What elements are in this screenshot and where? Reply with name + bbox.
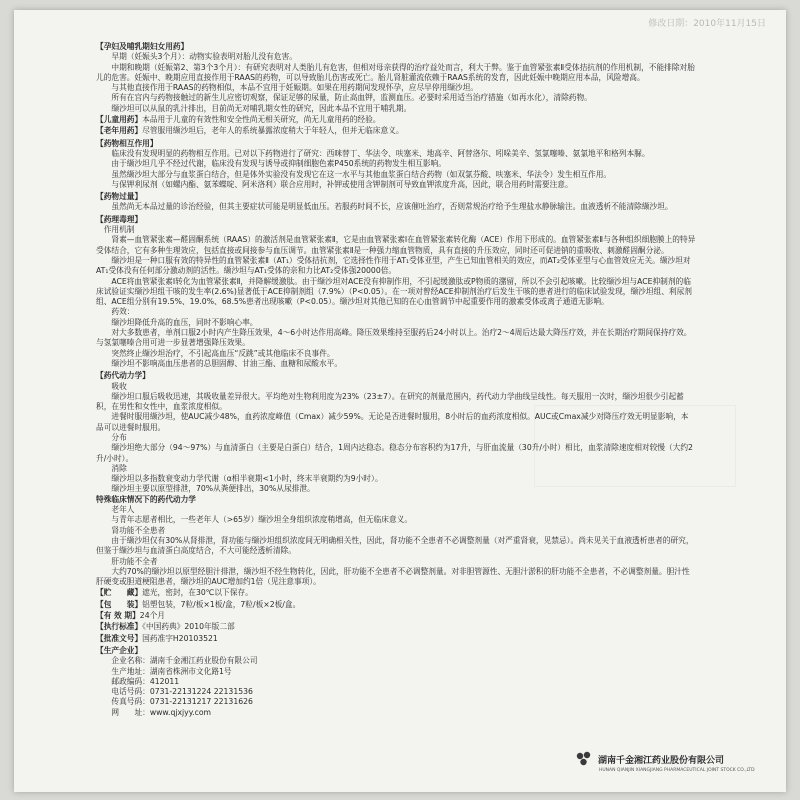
section-label: 【药物相互作用】	[96, 138, 158, 148]
paragraph: 由于缬沙坦仅有30%从肾排泄，肾功能与缬沙坦组织浓度间无明确相关性，因此，肾功能不全患者不必调整剂量（对严重肾衰，见禁忌）。尚未见关于血液透析患者的研究，但鉴于缬沙坦与血清蛋白高度结合，不大可能经透析清除。	[96, 535, 694, 556]
leaflet-sheet	[14, 10, 786, 792]
section-label: 【包 装】	[96, 599, 143, 609]
section-label: 【老年用药】	[96, 126, 143, 136]
section-pharmacology	[96, 215, 696, 369]
paragraph: 虽然尚无本品过量的诊治经验，但其主要症状可能是明显低血压。若服药时间不长，应该催吐治疗，否则常规治疗给予生理盐水静脉输注。血液透析不能清除缬沙坦。	[111, 202, 673, 212]
paragraph: 缬沙坦可以从鼠的乳汁排出，目前尚无对哺乳期女性的研究，因此本品不宜用于哺乳期。	[111, 103, 412, 113]
row-value: www.qjxjyy.com	[149, 707, 212, 717]
paragraph: 大约70%的缬沙坦以原型经胆汁排泄，缬沙坦不经生物转化，因此，肝功能不全患者不必调整剂量。对非胆管源性、无胆汁淤积的肝功能不全患者，不必调整剂量。胆汁性肝硬变或胆道梗阻患者，缬沙坦的AUC增加约1倍（见注意事项）。	[96, 566, 690, 587]
subheading: 作用机制	[103, 225, 135, 235]
section-label: 【药物过量】	[96, 192, 143, 202]
subheading: 老年人	[111, 505, 135, 515]
section-text: 《中国药典》2010年版二部	[142, 622, 235, 632]
row-value: 湖南千金湘江药业股份有限公司	[149, 656, 258, 666]
section-text: 国药准字H20103521	[142, 633, 218, 643]
section-text: 24个月	[139, 611, 165, 621]
row-key: 邮政编码：	[111, 676, 150, 686]
section-label: 【药理毒理】	[96, 214, 143, 224]
paragraph: 突然终止缬沙坦治疗，不引起高血压“反跳”或其他临床不良事件。	[111, 348, 335, 358]
company-logo-english: HUNAN QIANJIN XIANGJIANG PHARMACEUTICAL JOINT STOCK CO.,LTD	[599, 768, 755, 773]
manufacturer-row	[96, 656, 696, 666]
section-label: 【孕妇及哺乳期妇女用药】	[96, 42, 189, 51]
paragraph: 虽然缬沙坦大部分与血浆蛋白结合，但是体外实验没有发现它在这一水平与其他血浆蛋白结合药物（如双氯芬酸、呋塞米、华法令）发生相互作用。	[111, 169, 612, 179]
section-elderly	[96, 126, 696, 136]
subheading: 消除	[111, 463, 127, 473]
section-label: 【有 效 期】	[96, 611, 140, 621]
paragraph: 缬沙坦以多指数衰变动力学代谢（α相半衰期<1小时，终末半衰期约为9小时）。	[111, 474, 383, 484]
subheading: 吸收	[111, 381, 127, 391]
paragraph: 缬沙坦绝大部分（94～97%）与血清蛋白（主要是白蛋白）结合，1周内达稳态。稳态分布容积约为17升，与肝血流量（30升/小时）相比，血浆清除速度相对较慢（大约2升/小时）。	[96, 443, 693, 463]
row-key: 网 址：	[111, 707, 150, 717]
section-label: 【批准文号】	[96, 633, 143, 643]
row-key: 传真号码：	[111, 697, 150, 707]
paragraph: 早期（妊娠头3个月）：动物实验表明对胎儿没有危害。	[111, 52, 297, 62]
section-validity	[96, 611, 696, 621]
subheading: 肾功能不全患者	[111, 525, 166, 535]
row-value: 412011	[149, 676, 180, 686]
row-key: 生产地址：	[111, 666, 150, 676]
manufacturer-row	[96, 687, 696, 697]
row-key: 电话号码：	[111, 687, 150, 697]
paragraph: 缬沙坦口服后吸收迅速，其吸收量差异很大。平均绝对生物利用度为23%（23±7）。在研究的剂量范围内，药代动力学曲线呈线性。每天服用一次时，缬沙坦很少引起蓄积，在男性和女性中，血浆浓度相似。	[96, 391, 684, 412]
section-overdose	[96, 192, 696, 213]
paragraph: 缬沙坦是一种口服有效的特异性的血管紧张素Ⅱ（AT₁）受体拮抗剂，它选择性作用于AT₁受体亚型，产生已知血管相关的效应，而AT₂受体亚型与心血管效应无关。缬沙坦对AT₁受体没有任何部分激动剂的活性。缬沙坦与AT₁受体的亲和力比AT₂受体强20000倍。	[96, 255, 691, 276]
section-package	[96, 600, 696, 610]
section-text: 遮光，密封，在30℃以下保存。	[142, 588, 253, 598]
row-value: 0731-22131224 22131536	[149, 687, 253, 697]
section-approval	[96, 634, 696, 644]
paragraph: 缬沙坦不影响高血压患者的总胆固醇、甘油三酯、血糖和尿酸水平。	[111, 358, 343, 368]
manufacturer-row	[96, 667, 696, 677]
paragraph: 与青年志愿者相比，一些老年人（>65岁）缬沙坦全身组织浓度稍增高，但无临床意义。	[111, 515, 413, 525]
leaflet-body	[96, 40, 696, 788]
manufacturer-row	[96, 677, 696, 687]
section-pregnancy	[96, 42, 696, 114]
subheading: 分布	[111, 432, 127, 442]
paragraph: 与其他直接作用于RAAS的药物相似，本品不宜用于妊娠期。如果在用药期间发现怀孕，应尽早停用缬沙坦。	[111, 83, 478, 93]
paragraph: 缬沙坦主要以原型排泄，70%从粪便排出，30%从尿排泄。	[111, 484, 315, 494]
section-interaction	[96, 139, 696, 190]
section-standard	[96, 622, 696, 632]
section-label: 【儿童用药】	[96, 115, 143, 125]
paragraph: 肾素—血管紧张素—醛固酮系统（RAAS）的激活剂是血管紧张素Ⅱ，它是由血管紧张素Ⅰ在血管紧张素转化酶（ACE）作用下形成的。血管紧张素Ⅱ与各种组织细胞膜上的特异受体结合，它有多种生理效应，包括直接或间接参与血压调节。血管紧张素Ⅱ是一种强力缩血管物质，具有直接的升压效应，同时还可促进钠的重吸收、刺激醛固酮分泌。	[96, 235, 696, 255]
paragraph: 与保钾利尿剂（如螺内酯、氨苯蝶啶、阿米洛利）联合应用时，补钾或使用含钾制剂可导致血钾浓度升高，因此，联合用药时需要注意。	[111, 179, 573, 189]
paragraph: 药效：	[111, 307, 135, 317]
section-label: 【贮 藏】	[96, 588, 143, 598]
paragraph: 对大多数患者，单剂口服2小时内产生降压效果，4～6小时达作用高峰。降压效果维持至服药后24小时以上。治疗2～4周后达最大降压疗效，并在长期治疗期间保持疗效。与氢氯噻嗪合用可进一步显著增强降压效果。	[96, 328, 692, 348]
section-pharmacokinetics	[96, 371, 696, 587]
row-value: 湖南省株洲市文化路1号	[149, 666, 232, 676]
section-text: 铝塑包装，7粒/板×1板/盒，7粒/板×2板/盒。	[142, 599, 301, 609]
subheading: 特殊临床情况下的药代动力学	[96, 494, 196, 504]
manufacturer-row	[96, 708, 696, 718]
section-storage	[96, 588, 696, 598]
section-label: 【药代动力学】	[96, 371, 150, 381]
section-text: 本品用于儿童的有效性和安全性尚无相关研究，尚无儿童用药的经验。	[142, 115, 381, 125]
row-value: 0731-22131217 22131626	[149, 697, 253, 707]
manufacturer-row	[96, 697, 696, 707]
bleed-through-header: 修改日期：2010年11月15日	[648, 19, 766, 29]
section-children	[96, 115, 696, 125]
row-key: 企业名称：	[111, 656, 150, 666]
paragraph: 缬沙坦降低升高的血压，同时不影响心率。	[111, 317, 258, 327]
company-logo	[574, 748, 784, 770]
company-logo-icon	[574, 749, 594, 769]
paragraph: ACE将血管紧张素Ⅰ转化为血管紧张素Ⅱ，并降解缓激肽。由于缬沙坦对ACE没有抑制作用，不引起缓激肽或P物质的潴留，所以不会引起咳嗽。比较缬沙坦与ACE抑制剂的临床试验证实缬沙坦组干咳的发生率(2.6%)显著低于ACE抑制剂组（7.9%）（P<0.05）。在一项对曾经ACE抑制剂治疗后发生干咳的患者进行的临床试验发现，缬沙坦组、利尿剂组、ACE组分别有19.5%、19.0%、68.5%患者出现咳嗽（P<0.05）。缬沙坦对其他已知的在心血管调节中起重要作用的激素受体或离子通道无影响。	[96, 276, 692, 307]
subheading: 肝功能不全者	[111, 556, 158, 566]
company-logo-name: 湖南千金湘江药业股份有限公司	[598, 755, 725, 766]
paragraph: 临床没有发现明显的药物相互作用。已对以下药物进行了研究：西咪替丁、华法令、呋塞米、地高辛、阿替洛尔、吲哚美辛、氢氯噻嗪、氨氯地平和格列本脲。	[111, 148, 650, 158]
section-manufacturer	[96, 646, 696, 718]
section-label: 【生产企业】	[96, 645, 143, 655]
section-label: 【执行标准】	[96, 622, 143, 632]
paragraph: 中期和晚期（妊娠第2、第3个3个月）：有研究表明对人类胎儿有危害，但相对母亲获得的治疗益处而言，利大于弊。鉴于血管紧张素Ⅱ受体拮抗剂的作用机制，不能排除对胎儿的危害。妊娠中、晚期应用直接作用于RAAS的药物，可以导致胎儿伤害或死亡。胎儿肾脏灌流依赖于RAAS系统的发育，因此妊娠中晚期应用本品，风险增高。	[96, 62, 695, 82]
paragraph: 进餐时服用缬沙坦，使AUC减少48%，血药浓度峰值（Cmax）减少59%。无论是否进餐时服用，8小时后的血药浓度相似。AUC或Cmax减少对降压疗效无明显影响，本品可以进餐时服用。	[96, 412, 689, 432]
section-text: 尽管服用缬沙坦后，老年人的系统暴露浓度稍大于年轻人，但并无临床意义。	[142, 126, 404, 136]
paragraph: 由于缬沙坦几乎不经过代谢，临床没有发现与诱导或抑制细胞色素P450系统的药物发生相互影响。	[111, 159, 446, 169]
paragraph: 所有在宫内与药物接触过的新生儿应密切观察，保证足够的尿量，防止高血钾，监测血压。必要时采用适当治疗措施（如再水化），清除药物。	[111, 93, 592, 103]
